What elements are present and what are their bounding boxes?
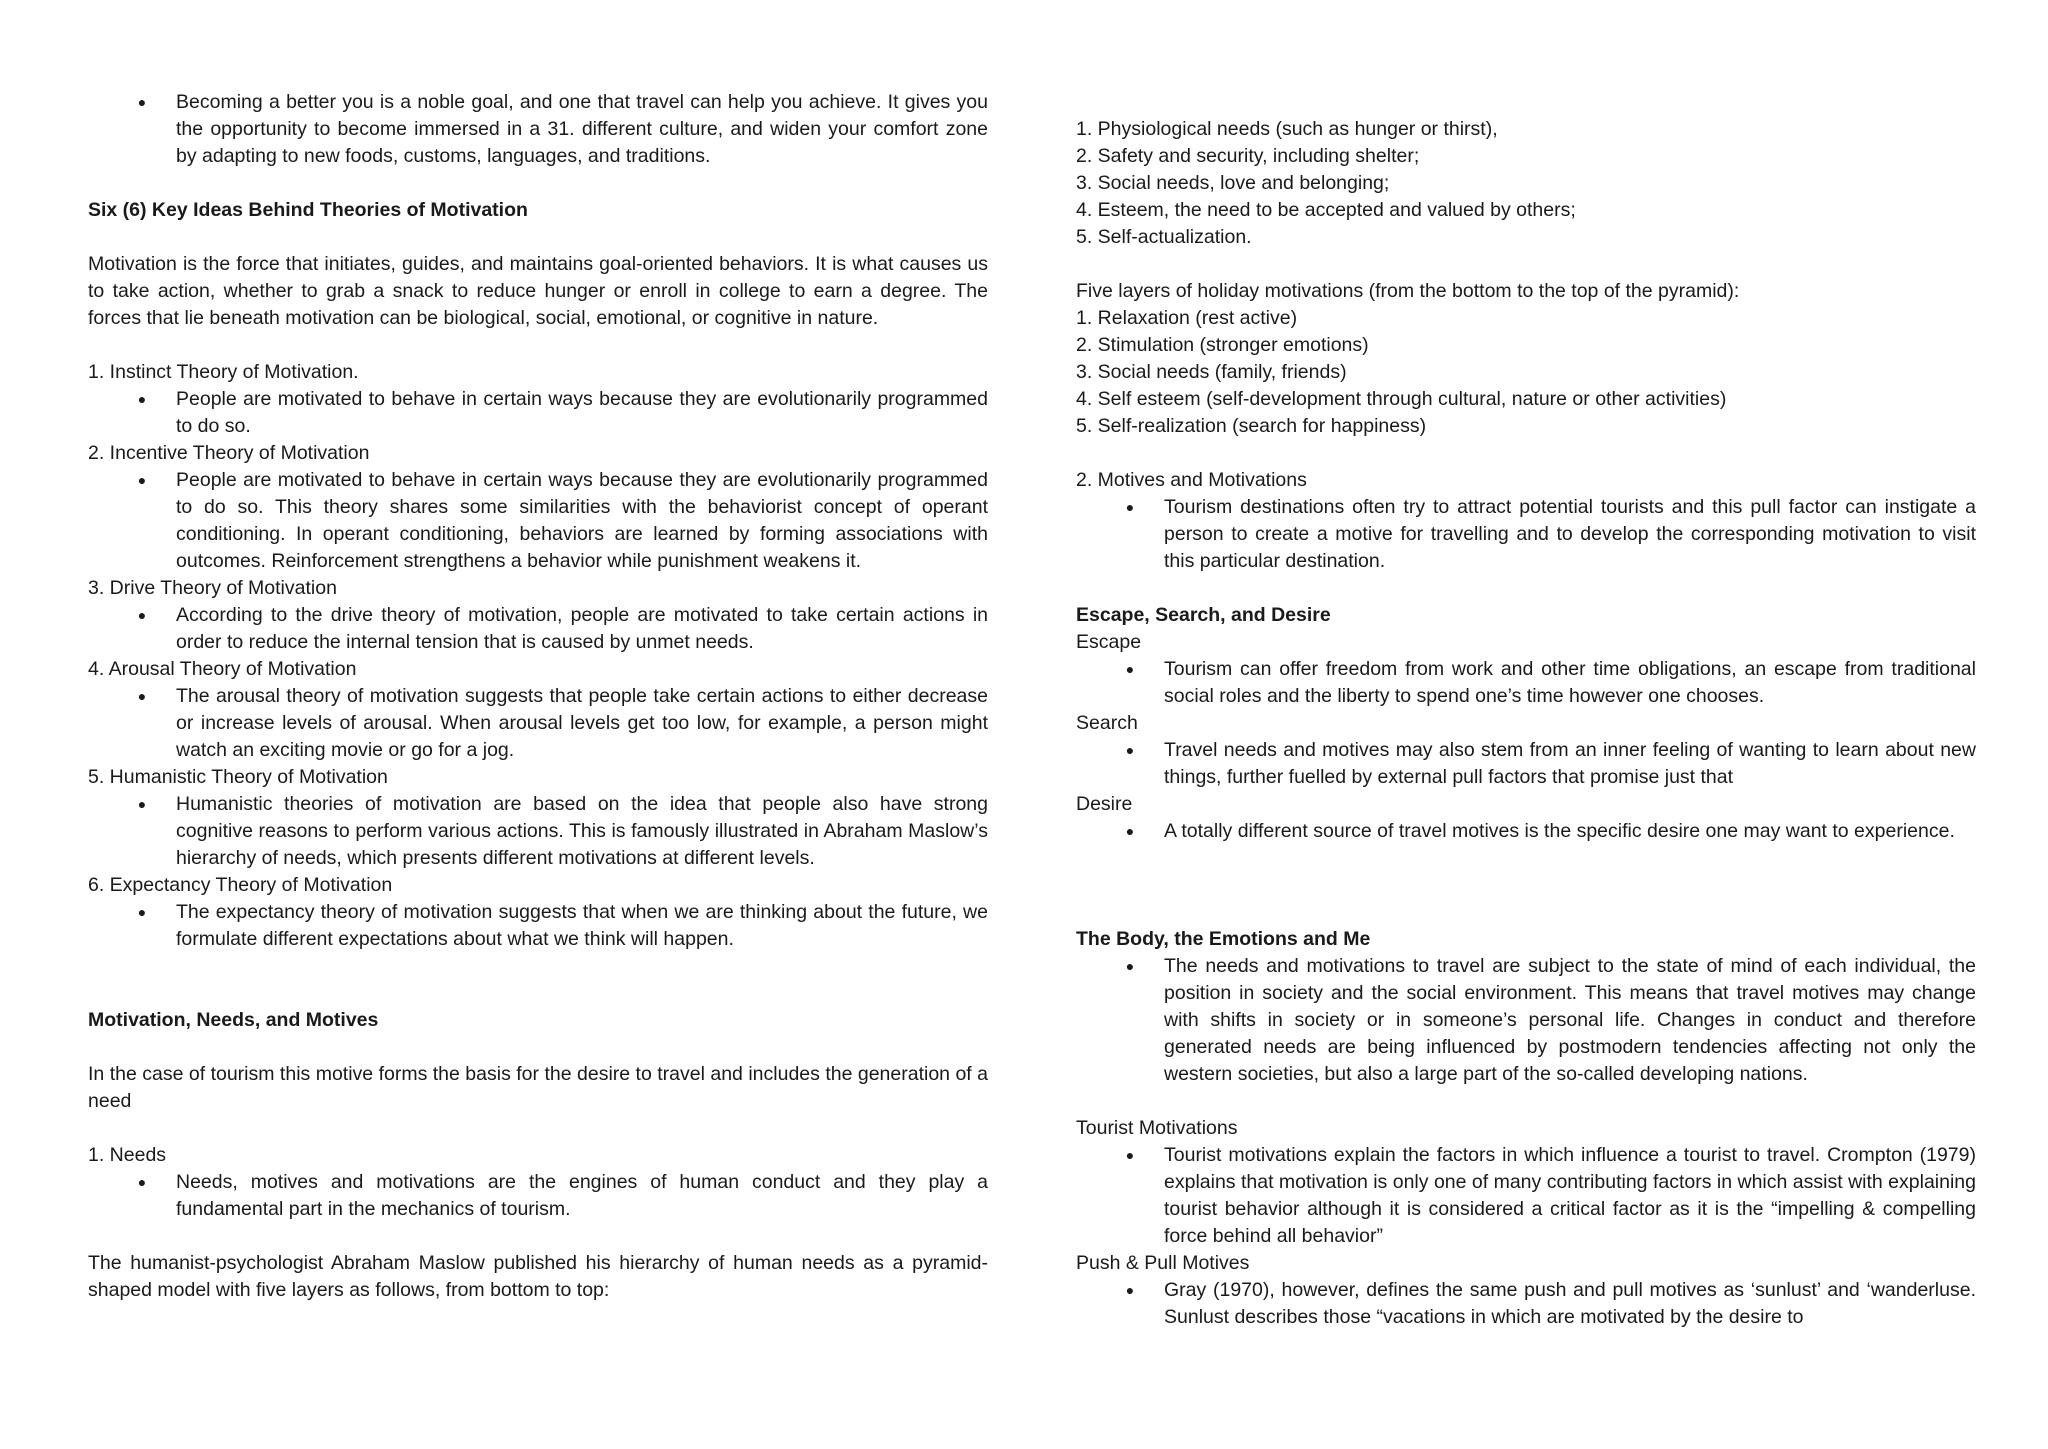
list-item: 1. Relaxation (rest active) <box>1076 307 1298 329</box>
theory-bullet-text: The expectancy theory of motivation suggests that when we are thinking about the future, we formulate different expectations about what we think will happen. <box>176 901 988 950</box>
maslow-paragraph: The humanist-psychologist Abraham Maslow published his hierarchy of human needs as a pyramid-shaped model with five layers as follows, from bottom to top: <box>88 1252 988 1301</box>
bullet-dot: ● <box>137 1174 147 1190</box>
body-bullet <box>1076 953 1976 1088</box>
theory-bullet <box>88 791 988 872</box>
list-item: 2. Safety and security, including shelter; <box>1076 145 1420 167</box>
list-item: 5. Self-realization (search for happiness) <box>1076 415 1427 437</box>
theories-list <box>88 359 988 953</box>
bullet-dot: ● <box>1125 499 1135 515</box>
theory-bullet-text: Humanistic theories of motivation are based on the idea that people also have strong cognitive reasons to perform various actions. This is famously illustrated in Abraham Maslow’s hierarchy of needs, which presents different motivations at different levels. <box>176 793 988 869</box>
motivation-definition-paragraph: Motivation is the force that initiates, guides, and maintains goal-oriented behaviors. It is what causes us to take action, whether to grab a snack to reduce hunger or enroll in college to earn a degree. The forces that lie beneath motivation can be biological, social, emotional, or cognitive in nature. <box>88 253 988 329</box>
push-pull-bullet <box>1076 1277 1976 1331</box>
bullet-dot: ● <box>1125 661 1135 677</box>
motivation-needs-motives-heading: Motivation, Needs, and Motives <box>88 1009 379 1031</box>
right-column <box>1076 89 1976 1331</box>
push-pull-bullet-text: Gray (1970), however, defines the same push and pull motives as ‘sunlust’ and ‘wanderluse. Sunlust describes those “vacations in which are motivated by the desire to <box>1164 1279 1976 1328</box>
theory-bullet-text: People are motivated to behave in certain ways because they are evolutionarily programmed to do so. <box>176 388 988 437</box>
bullet-dot: ● <box>137 607 147 623</box>
tourism-motive-paragraph: In the case of tourism this motive forms the basis for the desire to travel and includes the generation of a need <box>88 1063 988 1112</box>
list-item: 1. Physiological needs (such as hunger or thirst), <box>1076 118 1498 140</box>
bullet-dot: ● <box>137 472 147 488</box>
bullet-dot: ● <box>1125 958 1135 974</box>
theory-title: 2. Incentive Theory of Motivation <box>88 442 370 464</box>
theory-bullet-text: People are motivated to behave in certain ways because they are evolutionarily programmed to do so. This theory shares some similarities with the behaviorist concept of operant conditioning. In operant conditioning, behaviors are learned by forming associations with outcomes. Reinforcement strengthens a behavior while punishment weakens it. <box>176 469 988 572</box>
search-bullet-text: Travel needs and motives may also stem from an inner feeling of wanting to learn about new things, further fuelled by external pull factors that promise just that <box>1164 739 1976 788</box>
body-bullet-text: The needs and motivations to travel are subject to the state of mind of each individual, the position in society and the social environment. This means that travel motives may change with shifts in society or in someone’s personal life. Changes in conduct and therefore generated needs are being influenced by postmodern tendencies affecting not only the western societies, but also a large part of the so-called developing nations. <box>1164 955 1976 1085</box>
bullet-dot: ● <box>137 391 147 407</box>
tourist-bullet-text: Tourist motivations explain the factors in which influence a tourist to travel. Crompton (1979) explains that motivation is only one of many contributing factors in which assist with explaining tourist behavior although it is considered a critical factor as it is the “impelling & compelling force behind all behavior” <box>1164 1144 1976 1247</box>
needs-title: 1. Needs <box>88 1144 167 1166</box>
theory-bullet-text: According to the drive theory of motivation, people are motivated to take certain actions in order to reduce the internal tension that is caused by unmet needs. <box>176 604 988 653</box>
escape-bullet-text: Tourism can offer freedom from work and other time obligations, an escape from traditional social roles and the liberty to spend one’s time however one chooses. <box>1164 658 1976 707</box>
body-emotions-heading: The Body, the Emotions and Me <box>1076 928 1371 950</box>
six-ideas-heading: Six (6) Key Ideas Behind Theories of Motivation <box>88 199 528 221</box>
maslow-needs-list <box>1076 116 1976 251</box>
desire-label: Desire <box>1076 793 1133 815</box>
motives-title: 2. Motives and Motivations <box>1076 469 1307 491</box>
search-bullet <box>1076 737 1976 791</box>
motives-bullet-text: Tourism destinations often try to attract potential tourists and this pull factor can instigate a person to create a motive for travelling and to develop the corresponding motivation to visit this particular destination. <box>1164 496 1976 572</box>
intro-bullet-text: Becoming a better you is a noble goal, and one that travel can help you achieve. It gives you the opportunity to become immersed in a 31. different culture, and widen your comfort zone by adapting to new foods, customs, languages, and traditions. <box>176 91 988 167</box>
theory-title: 3. Drive Theory of Motivation <box>88 577 337 599</box>
theory-title: 1. Instinct Theory of Motivation. <box>88 361 359 383</box>
theory-bullet <box>88 899 988 953</box>
list-item: 2. Stimulation (stronger emotions) <box>1076 334 1369 356</box>
bullet-dot: ● <box>1125 1147 1135 1163</box>
bullet-dot: ● <box>1125 1282 1135 1298</box>
theory-bullet-text: The arousal theory of motivation suggests that people take certain actions to either decrease or increase levels of arousal. When arousal levels get too low, for example, a person might watch an exciting movie or go for a jog. <box>176 685 988 761</box>
holiday-motivations-intro: Five layers of holiday motivations (from the bottom to the top of the pyramid): <box>1076 280 1740 302</box>
needs-bullet <box>88 1169 988 1223</box>
theory-bullet <box>88 683 988 764</box>
bullet-dot: ● <box>137 904 147 920</box>
search-label: Search <box>1076 712 1138 734</box>
theory-title: 6. Expectancy Theory of Motivation <box>88 874 393 896</box>
needs-bullet-text: Needs, motives and motivations are the engines of human conduct and they play a fundamental part in the mechanics of tourism. <box>176 1171 988 1220</box>
list-item: 3. Social needs, love and belonging; <box>1076 172 1390 194</box>
theory-bullet <box>88 602 988 656</box>
list-item: 5. Self-actualization. <box>1076 226 1252 248</box>
left-column <box>88 89 988 1304</box>
tourist-bullet <box>1076 1142 1976 1250</box>
list-item: 4. Self esteem (self-development through cultural, nature or other activities) <box>1076 388 1727 410</box>
escape-label: Escape <box>1076 631 1142 653</box>
theory-title: 4. Arousal Theory of Motivation <box>88 658 357 680</box>
intro-bullet <box>88 89 988 170</box>
bullet-dot: ● <box>1125 823 1135 839</box>
escape-search-desire-heading: Escape, Search, and Desire <box>1076 604 1331 626</box>
holiday-motivations-list <box>1076 305 1976 440</box>
escape-bullet <box>1076 656 1976 710</box>
push-pull-label: Push & Pull Motives <box>1076 1252 1250 1274</box>
theory-bullet <box>88 386 988 440</box>
bullet-dot: ● <box>1125 742 1135 758</box>
theory-bullet <box>88 467 988 575</box>
list-item: 3. Social needs (family, friends) <box>1076 361 1347 383</box>
desire-bullet <box>1076 818 1976 845</box>
bullet-dot: ● <box>137 688 147 704</box>
bullet-dot: ● <box>137 796 147 812</box>
tourist-motivations-label: Tourist Motivations <box>1076 1117 1238 1139</box>
desire-bullet-text: A totally different source of travel motives is the specific desire one may want to experience. <box>1164 820 1955 842</box>
bullet-dot: ● <box>137 94 147 110</box>
theory-title: 5. Humanistic Theory of Motivation <box>88 766 388 788</box>
motives-bullet <box>1076 494 1976 575</box>
list-item: 4. Esteem, the need to be accepted and valued by others; <box>1076 199 1576 221</box>
